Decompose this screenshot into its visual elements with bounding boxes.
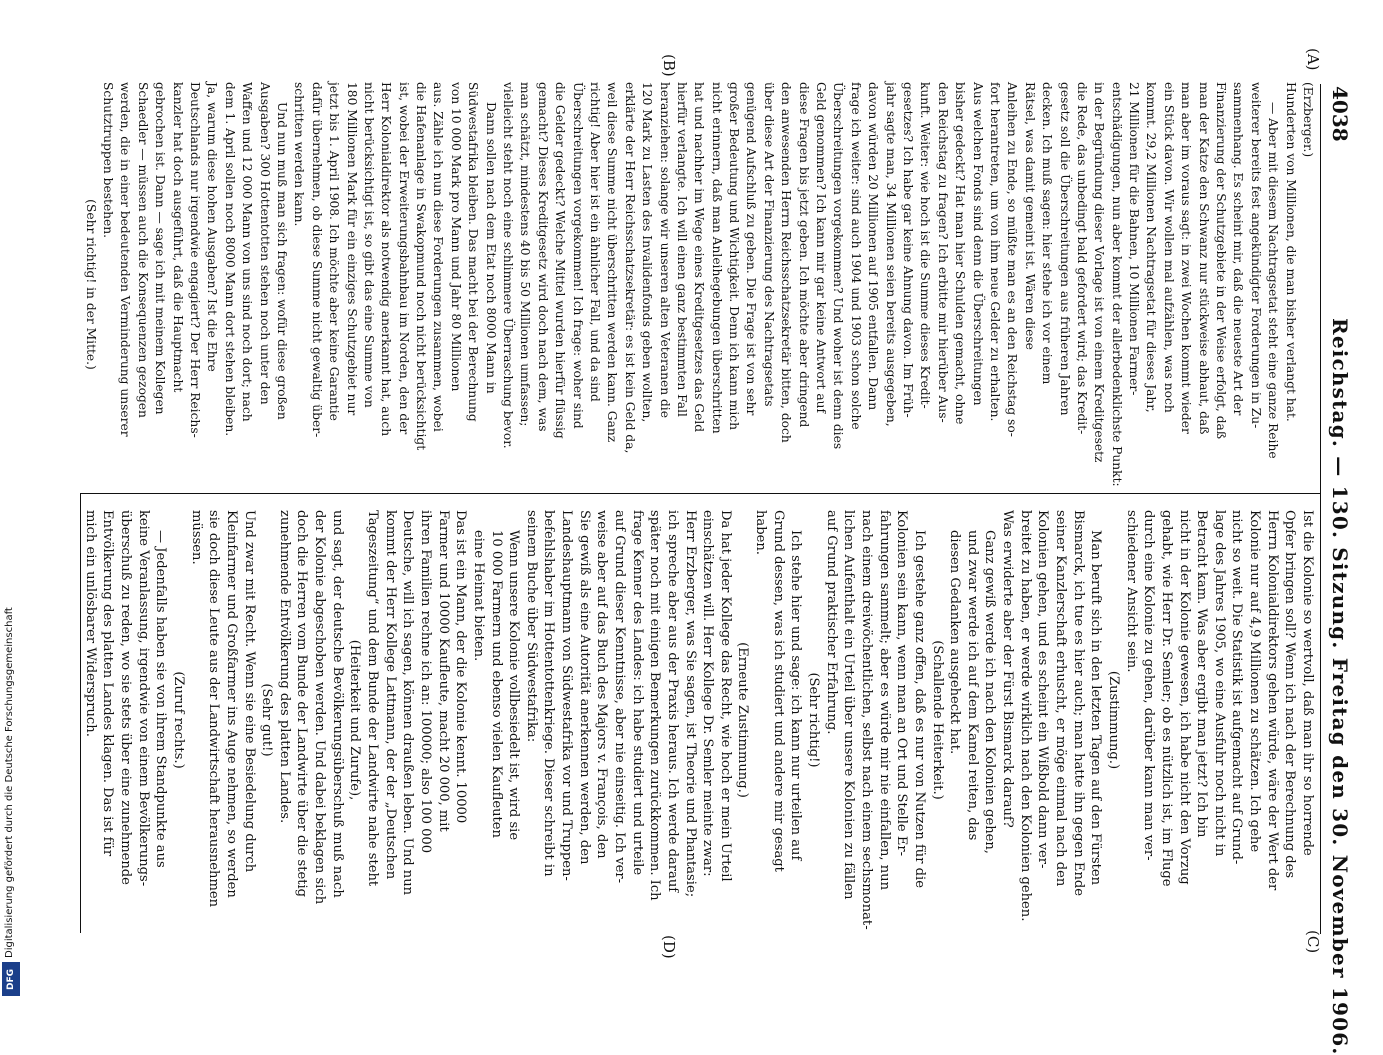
text-line: — Jedenfalls haben sie von ihrem Standpunkte aus xyxy=(153,530,169,868)
text-line: die Hafenanlage in Swakopmund noch nicht berücksichtigt xyxy=(414,82,429,451)
text-line: Südwestafrika bleiben. Das macht bei der Berechnung xyxy=(466,82,481,422)
text-line: Kolonien sein kann, wenn man an Ort und Stelle Er- xyxy=(894,510,910,857)
text-line: keine Veranlassung, irgendwie von einem Bevölkerungs- xyxy=(135,510,151,887)
text-line: über diese Art der Finanzierung des Nachtragsetats xyxy=(761,82,776,407)
text-line: seinem Buche über Südwestafrika: xyxy=(523,510,539,743)
text-line: kunft. Weiter: wie hoch ist die Summe dieses Kredit- xyxy=(918,82,933,409)
text-line: ihren Familien rechne ich an: 100000; also 100 000 xyxy=(417,510,433,854)
text-line: später noch mit einigen Bemerkungen zurückkommen. Ich xyxy=(647,510,663,901)
text-line: 10 000 Farmern und ebenso vielen Kaufleuten xyxy=(488,530,504,838)
text-line: man schätzt, mindestens 40 bis 50 Millionen umfassen; xyxy=(518,82,533,427)
text-line: (Sehr gut!) xyxy=(259,683,275,757)
left-column xyxy=(81,82,1316,487)
text-line: Schaedler — müssen auch die Konsequenzen gezogen xyxy=(135,82,150,418)
text-line: doch die Herren vom Bunde der Landwirte über die stetig xyxy=(294,510,310,898)
text-line: (Erzberger.) xyxy=(1301,82,1315,158)
text-line: 21 Millionen für die Bahnen, 10 Millionen Farmer- xyxy=(1127,82,1142,396)
text-line: sie doch diese Leute aus der Landwirtschaft herausnehmen xyxy=(206,510,222,908)
text-line: diesen Gedanken ausgeheckt hat. xyxy=(947,530,963,755)
text-line: kommt der Herr Kollege Lattmann, der der „Deutschen xyxy=(382,510,398,880)
text-line: Waffen und 12 000 Mann von uns sind noch dort; nach xyxy=(240,82,255,422)
text-line: man aber im voraus sagt: in zwei Wochen kommt wieder xyxy=(1179,82,1194,434)
text-line: Grund dessen, was ich studiert und andere mir gesagt xyxy=(770,510,786,872)
text-line: ist, wobei der Erweiterungsbahnbau im Norden, den der xyxy=(396,82,411,435)
text-line: — Aber mit diesem Nachtragsetat steht eine ganze Reihe xyxy=(1266,102,1281,459)
text-line: gehabt, wie Herr Dr. Semler; ob es nützlich ist, im Fluge xyxy=(1158,510,1174,887)
text-line: Herr Erzberger, was Sie sagen, ist Theorie und Phantasie; xyxy=(682,510,698,898)
text-line: Anleihen zu Ende, so müßte man es an den Reichstag so- xyxy=(1005,82,1020,437)
text-line: Farmer und 10000 Kaufleute, macht 20 000, mit xyxy=(435,510,451,832)
text-line: erklärte der Herr Reichsschatzsekretär: es ist kein Geld da, xyxy=(622,82,637,454)
text-line: Sie gewiß als eine Autorität anerkennen werden, den xyxy=(576,510,592,865)
text-line: müssen. xyxy=(188,510,204,565)
text-line: Überschreitungen vorgekommen? Und woher ist denn dies xyxy=(831,82,846,450)
text-line: Rätsel, was damit gemeint ist. Wären diese xyxy=(1022,82,1037,350)
text-line: in der Begründung dieser Vorlage ist von einem Kreditgesetz xyxy=(1092,82,1107,463)
text-line: die Gelder gedeckt? Welche Mittel wurden hierfür flüssig xyxy=(553,82,568,439)
text-line: Da hat jeder Kollege das Recht, wie hoch er mein Urteil xyxy=(717,510,733,882)
text-line: nicht in der Kolonie gewesen, ich habe nicht den Vorzug xyxy=(1176,510,1192,885)
column-divider-top xyxy=(80,493,1320,494)
text-line: aus. Zähle ich nun diese Forderungen zusammen, wobei xyxy=(431,82,446,432)
text-line: frage ich weiter: sind auch 1904 und 1903 schon solche xyxy=(848,82,863,430)
text-line: (Erneute Zustimmung.) xyxy=(735,642,751,798)
dfg-logo: DFG xyxy=(2,962,20,996)
text-line: den Reichstag zu fragen? Ich erbitte mir hierüber Aus- xyxy=(935,82,950,423)
digitization-credit: Digitalisierung gefördert durch die Deutsche Forschungsgemeinschaft xyxy=(4,607,15,958)
text-line: hierfür verlangte. Ich will einen ganz bestimmten Fall xyxy=(674,82,689,417)
text-line: Landeshauptmann von Südwestafrika vor und Truppen- xyxy=(559,510,575,881)
text-line: Ja, warum diese hohen Ausgaben? Ist die Ehre xyxy=(205,82,220,372)
text-line: gemacht? Dieses Kreditgesetz wird doch nach dem, was xyxy=(535,82,550,432)
text-line: fort herantreten, um von ihm neue Gelder zu erhalten. xyxy=(987,82,1002,422)
text-line: 180 Millionen Mark für ein einziges Schutzgebiet nur xyxy=(344,82,359,416)
text-line: zunehmende Entvölkerung des platten Landes. xyxy=(276,510,292,824)
running-header: Reichstag. — 130. Sitzung. Freitag den 30. November 1906. xyxy=(1328,318,1352,1055)
text-line: werden, die in einer bedeutenden Verminderung unserer xyxy=(118,82,133,437)
margin-mark-d: (D) xyxy=(660,935,678,959)
text-line: decken. Ich muß sagen: hier stehe ich vor einem xyxy=(1040,82,1055,385)
text-line: überschuß zu reden, wo sie stets über eine zunehmende xyxy=(118,510,134,885)
text-line: nicht so weit. Die Statistik ist aufgemacht auf Grund- xyxy=(1229,510,1245,865)
text-line: Hunderten von Millionen, die man bisher verlangt hat. xyxy=(1283,82,1298,422)
margin-mark-a: (A) xyxy=(1304,48,1322,71)
text-line: entschädigungen, nun aber kommt der allerbedenklichste Punkt: xyxy=(1109,82,1124,487)
text-line: großer Bedeutung und Wichtigkeit. Denn ich kann mich xyxy=(727,82,742,431)
text-line: 120 Mark zu Lasten des Invalidenfonds geben wollten, xyxy=(640,82,655,423)
text-line: (Sehr richtig!) xyxy=(806,672,822,768)
text-line: Und nun muß man sich fragen: wofür diese großen xyxy=(274,102,289,420)
text-line: Kolonien gehen, und es scheint ein Wißbold dann ver- xyxy=(1035,510,1051,869)
text-line: befehlshaber im Hottentottenkriege. Dieser schreibt in xyxy=(541,510,557,877)
text-line: davon würden 20 Millionen auf 1905 entfallen. Dann xyxy=(866,82,881,411)
text-line: lage des Jahres 1905, wo eine Ausfuhr noch nicht in xyxy=(1211,510,1227,857)
text-line: dem 1. April sollen noch 8000 Mann dort stehen bleiben. xyxy=(222,82,237,437)
text-line: durch eine Kolonie zu gehen, darüber kann man ver- xyxy=(1141,510,1157,861)
text-line: Ist die Kolonie so wertvoll, daß man ihr so horrende xyxy=(1300,510,1315,856)
text-line: gesetzes? Ich habe gar keine Ahnung davon. Im Früh- xyxy=(901,82,916,418)
text-line: Tageszeitung“ und dem Bunde der Landwirte nahe steht xyxy=(365,510,381,887)
text-line: (Sehr richtig! in der Mitte.) xyxy=(83,199,98,370)
text-line: und sagt, der deutsche Bevölkerungsüberschuß muß nach xyxy=(329,510,345,898)
text-line: Deutschlands nur irgendwie engagiert? Der Herr Reichs- xyxy=(188,82,202,438)
text-line: Opfer bringen soll? Wenn ich nach der Berechnung des xyxy=(1282,510,1298,879)
text-line: Aus welchen Fonds sind denn die Überschreitungen xyxy=(970,82,985,406)
text-line: Das ist ein Mann, der die Kolonie kennt. 10000 xyxy=(453,510,469,824)
text-line: dafür übernehmen, ob diese Summe nicht gewaltig über- xyxy=(309,82,324,438)
text-line: auf Grund praktischer Erfahrung. xyxy=(823,510,839,735)
text-line: haben. xyxy=(753,510,769,555)
text-line: sammenhang. Es scheint mir, daß die neueste Art der xyxy=(1231,82,1246,416)
text-line: Überschreitungen vorgekommen! Ich frage: woher sind xyxy=(570,82,585,429)
text-line: Herr Kolonialdirektor als notwendig anerkannt hat, auch xyxy=(379,82,394,437)
text-line: Schutztruppen bestehen. xyxy=(101,82,116,239)
text-line: kanzler hat doch ausgeführt, daß die Hauptmacht xyxy=(170,82,185,393)
text-line: lichen Aufenthalt ein Urteil über unsere Kolonien zu fällen xyxy=(841,510,857,900)
text-line: Und zwar mit Recht. Wenn sie eine Besiedelung durch xyxy=(241,510,257,873)
text-line: jetzt bis 1. April 1908. Ich möchte aber keine Garantie xyxy=(327,82,342,421)
text-line: richtig! Aber hier ist ein ähnlicher Fall, und da sind xyxy=(587,82,602,402)
text-line: frage Kenner des Landes: ich habe studiert und urteile xyxy=(629,510,645,876)
text-line: (Zustimmung.) xyxy=(1105,670,1121,770)
text-line: auf Grund dieser Kenntnisse, aber nie einseitig. Ich ver- xyxy=(612,510,628,884)
text-line: kommt. 29,2 Millionen Nachtragsetat für dieses Jahr, xyxy=(1144,82,1159,413)
text-line: mich ein unlösbarer Widerspruch. xyxy=(82,510,98,737)
text-line: nicht erinnern, daß man Anleihegebungen überschritten xyxy=(709,82,724,434)
text-line: Deutsche, will ich sagen, können draußen leben. Und nun xyxy=(400,510,416,896)
text-line: diese Fragen bis jetzt geben. Ich möchte aber dringend xyxy=(796,82,811,428)
text-line: gebrochen ist. Dann — sage ich mit meinem Kollegen xyxy=(153,82,168,415)
text-line: weiterer bereits fest angekündigter Forderungen in Zu- xyxy=(1248,82,1263,429)
text-line: Herrn Kolonialdirektors gehen würde, wäre der Wert der xyxy=(1264,510,1280,891)
text-line: Dann sollen nach dem Etat noch 8000 Mann in xyxy=(483,102,498,394)
margin-mark-c: (C) xyxy=(1304,930,1322,954)
text-line: schritten werden kann. xyxy=(292,82,307,227)
text-line: einschätzen will. Herr Kollege Dr. Semler meinte zwar: xyxy=(700,510,716,877)
text-line: (Zuruf rechts.) xyxy=(171,671,186,769)
text-line: von 10 000 Mark pro Mann und Jahr 80 Millionen xyxy=(448,82,463,392)
header-rule xyxy=(1320,84,1321,934)
text-line: Ganz gewiß werde ich nach den Kolonien gehen, xyxy=(982,530,998,854)
page-number: 4038 xyxy=(1328,86,1352,142)
text-line: bisher gedeckt? Hat man hier Schulden gemacht, ohne xyxy=(953,82,968,425)
text-line: Betracht kam. Was aber ergibt man jetzt? Ich bin xyxy=(1194,510,1210,838)
text-line: heranziehen: solange wir unseren alten Veteranen die xyxy=(657,82,672,418)
text-line: Bismarck, ich tue es hier auch; man hatte ihn gegen Ende xyxy=(1070,510,1086,897)
text-line: weil diese Summe nicht überschritten werden kann. Ganz xyxy=(605,82,620,443)
text-line: Geld genommen? Ich kann mir gar keine Antwort auf xyxy=(814,82,829,414)
text-line: seiner Kanzlerschaft erhuscht, er möge einmal nach den xyxy=(1053,510,1069,887)
text-line: Entvölkerung des platten Landes klagen. Das ist für xyxy=(100,510,116,857)
text-line: ich spreche aber aus der Praxis heraus. Ich werde darauf xyxy=(664,510,680,893)
text-line: Man beruft sich in den letzten Tagen auf den Fürsten xyxy=(1088,530,1104,886)
text-line: den anwesenden Herrn Reichsschatzsekretär bitten, doch xyxy=(779,82,794,443)
text-line: man der Katze den Schwanz nur stückweise abhaut, daß xyxy=(1196,82,1211,435)
text-line: ein Stück davon. Wir wollen mal aufzählen, was noch xyxy=(1161,82,1176,413)
text-line: Ausgaben? 300 Hottentotten stehen noch unter den xyxy=(257,82,272,405)
text-line: Ich gestehe ganz offen, daß es nur von Nutzen für die xyxy=(911,530,927,888)
text-line: Ich stehe hier und sage: ich kann nur urteilen auf xyxy=(788,530,804,861)
text-line: Was erwiderte aber der Fürst Bismarck darauf? xyxy=(1000,510,1016,828)
text-line: weise aber auf das Buch des Majors v. François, den xyxy=(594,510,610,859)
text-line: nach einem dreiwöchentlichen, selbst nach einem sechsmonat- xyxy=(858,510,874,930)
text-line: Wenn unsere Kolonie vollbesiedelt ist, wird sie xyxy=(506,530,522,841)
text-line: eine Heimat bieten. xyxy=(470,530,486,662)
text-line: Finanzierung der Schutzgebiete in der Weise erfolgt, daß xyxy=(1214,82,1229,439)
text-line: und zwar werde ich auf dem Kamel reiten, das xyxy=(964,530,980,841)
right-column xyxy=(81,510,1316,930)
text-line: nicht berücksichtigt ist, so gibt das eine Summe von xyxy=(361,82,376,408)
text-line: der Kolonie abgeschoben werden. Und dabei beklagen sich xyxy=(312,510,328,905)
text-line: jahr sagte man, 34 Millionen seien bereits ausgegeben, xyxy=(883,82,898,427)
text-line: gesetz soll die Überschreitungen aus früheren Jahren xyxy=(1057,82,1072,416)
text-line: schiedener Ansicht sein. xyxy=(1123,510,1139,673)
text-line: die Rede, das unbedingt bald gefordert wird; das Kredit- xyxy=(1074,82,1089,435)
text-line: fahrungen sammelt; aber es würde mir nie einfallen, nun xyxy=(876,510,892,891)
text-line: hat und nachher im Wege eines Kreditgesetzes das Geld xyxy=(692,82,707,433)
text-line: Kleinfarmer und Großfarmer ins Auge nehmen, so werden xyxy=(223,510,239,898)
margin-mark-b: (B) xyxy=(660,54,678,77)
text-line: breitet zu haben, er werde wirklich nach den Kolonien gehen. xyxy=(1017,510,1033,922)
text-line: (Schallende Heiterkeit.) xyxy=(929,640,945,800)
text-line: genügend Aufschluß zu geben. Die Frage ist von sehr xyxy=(744,82,759,416)
text-line: Kolonie nur auf 4,9 Millionen zu schätzen. Ich gehe xyxy=(1247,510,1263,853)
text-line: (Heiterkeit und Zurufe), xyxy=(347,639,363,801)
text-line: vielleicht steht noch eine schlimmere Überraschung bevor. xyxy=(501,82,516,449)
